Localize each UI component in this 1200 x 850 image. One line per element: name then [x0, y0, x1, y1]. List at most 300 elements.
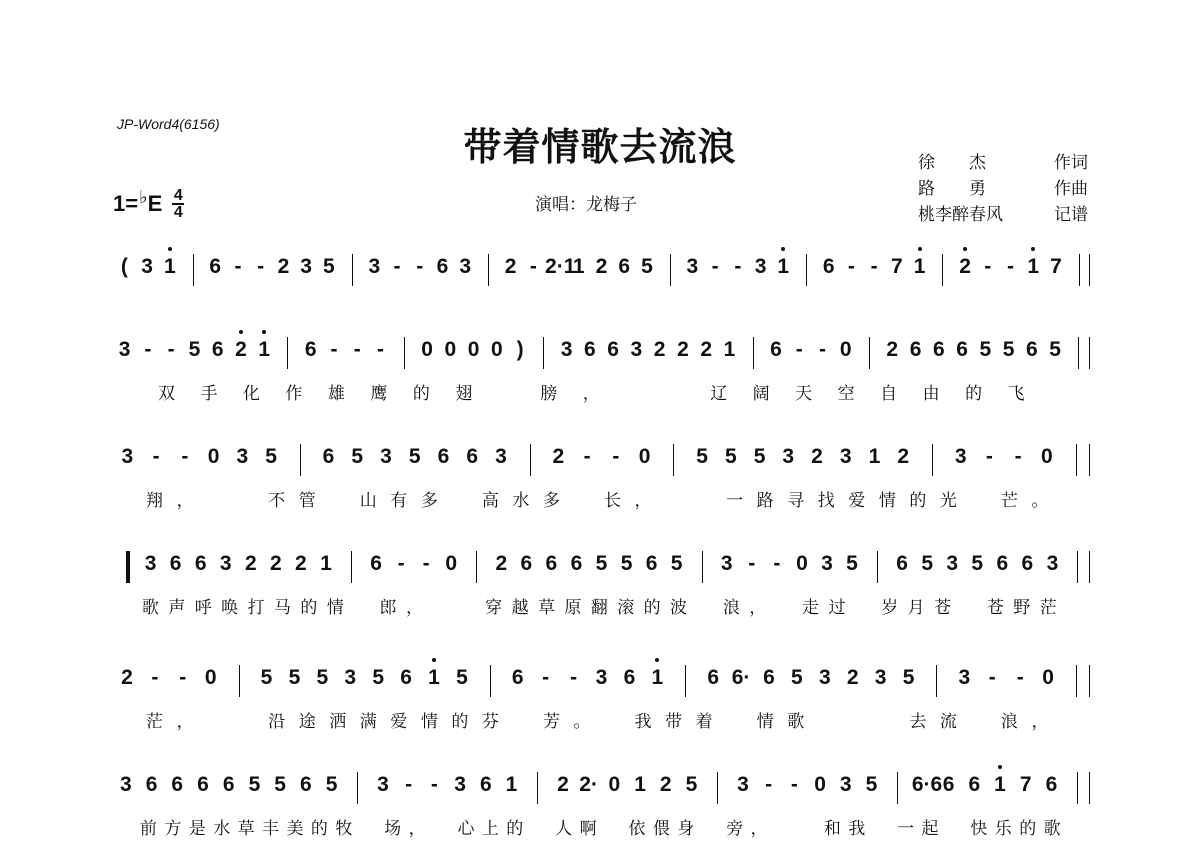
- note: 5: [724, 445, 737, 468]
- lyric-char: 穿: [485, 598, 503, 618]
- lyric-char: 长: [604, 491, 621, 511]
- note: 6: [618, 255, 631, 278]
- lyric-char: 的: [965, 384, 983, 404]
- note: 6: [956, 338, 968, 361]
- barline: [287, 337, 288, 369]
- lyric-char: 洒: [329, 712, 347, 732]
- dash: -: [257, 255, 265, 278]
- barline: [239, 665, 240, 697]
- note: 3: [144, 552, 157, 575]
- note: 6: [171, 773, 184, 796]
- note: 1: [646, 661, 668, 695]
- note: 3: [754, 255, 767, 278]
- lyric-char: 原: [564, 598, 582, 618]
- credit-name: 路 勇: [918, 179, 986, 199]
- note: 2: [653, 338, 666, 361]
- lyric-char: 高: [481, 491, 499, 511]
- note: 6: [645, 552, 658, 575]
- barline: [936, 665, 937, 697]
- lyric-char: 由: [922, 384, 940, 404]
- lyric-char: ，: [634, 491, 652, 511]
- lyric-char: 满: [359, 712, 377, 732]
- lyric-char: 翔: [146, 491, 164, 511]
- dash: -: [353, 338, 361, 361]
- lyric-char: 草: [537, 598, 555, 618]
- note: 2: [954, 250, 976, 284]
- lyrics-glyphs: [113, 593, 1090, 617]
- barline: [670, 254, 671, 286]
- lyrics-line: [113, 296, 1090, 320]
- note: 6: [370, 552, 382, 575]
- note: 2: [886, 338, 899, 361]
- lyric-char: 滚: [617, 598, 635, 618]
- lyric-char: [968, 707, 990, 732]
- note: 6: [996, 552, 1009, 575]
- lyric-char: 月: [907, 598, 925, 618]
- lyric-char: 自: [880, 384, 898, 404]
- credit-lyricist: [918, 150, 1088, 176]
- note: 6: [1045, 773, 1058, 796]
- note: 6: [1021, 552, 1034, 575]
- lyric-char: 寻: [787, 491, 805, 511]
- dash: -: [393, 255, 401, 278]
- lyric-char: [602, 814, 624, 839]
- note: 5: [685, 773, 698, 796]
- note: 3: [839, 773, 852, 796]
- note: 0: [204, 666, 217, 689]
- lyric-char: 方: [164, 819, 182, 839]
- lyric-char: [205, 486, 227, 511]
- barline: [753, 337, 754, 369]
- note: 5: [791, 666, 803, 689]
- barline: [1078, 337, 1079, 369]
- high-octave-dot: [918, 247, 922, 251]
- lyric-char: 情: [420, 712, 438, 732]
- lyric-char: [665, 379, 687, 404]
- note: 2: [897, 445, 910, 468]
- dash: -: [870, 255, 878, 278]
- note: 6: [1026, 338, 1038, 361]
- lyric-char: 偎: [652, 819, 670, 839]
- note: 6·6: [911, 773, 943, 796]
- note: 5: [188, 338, 201, 361]
- lyric-char: 起: [921, 819, 939, 839]
- lyric-char: 马: [273, 598, 291, 618]
- barline: [537, 772, 538, 804]
- lyrics-glyphs: [113, 486, 1090, 510]
- lyric-char: 上: [481, 819, 499, 839]
- note: 2: [595, 255, 608, 278]
- barline: [488, 254, 489, 286]
- lyric-char: ，: [408, 819, 426, 839]
- time-top: 4: [173, 187, 183, 204]
- dash: -: [405, 773, 413, 796]
- note: 5: [248, 773, 261, 796]
- key-signature: [113, 188, 184, 220]
- dash: -: [397, 552, 405, 575]
- note: 3: [121, 445, 134, 468]
- lyric-char: 管: [298, 491, 316, 511]
- lyric-char: 芬: [481, 712, 499, 732]
- note: 2: [277, 255, 290, 278]
- high-octave-dot: [1031, 247, 1035, 251]
- note: 3: [782, 445, 795, 468]
- dash: -: [985, 445, 993, 468]
- credit-role: 记谱: [1054, 205, 1088, 225]
- barline: [404, 337, 405, 369]
- lyric-char: 波: [670, 598, 687, 618]
- lyric-char: [815, 707, 837, 732]
- lyric-char: 啊: [579, 819, 597, 839]
- barline: [932, 444, 933, 476]
- note: 6: [197, 773, 209, 796]
- note: 1: [723, 338, 736, 361]
- barline: [673, 444, 674, 476]
- barline: [1089, 444, 1090, 476]
- lyric-char: [571, 486, 593, 511]
- barline: [942, 254, 943, 286]
- dash: -: [773, 552, 781, 575]
- lyrics-glyphs: [113, 379, 1090, 403]
- note: 3: [821, 552, 833, 575]
- note: 6: [400, 666, 412, 689]
- lyric-char: 苍: [986, 598, 1004, 618]
- lyric-char: 人: [555, 819, 573, 839]
- flat-sign: ♭: [139, 186, 148, 207]
- note: 3: [368, 255, 381, 278]
- lyric-char: [430, 593, 452, 618]
- note: 6: [322, 445, 335, 468]
- high-octave-dot: [262, 330, 266, 334]
- note: 3: [595, 666, 608, 689]
- note: 3: [874, 666, 887, 689]
- credits: [918, 150, 1088, 228]
- note: 5: [323, 255, 335, 278]
- note: 0: [1041, 445, 1053, 468]
- note: 3: [219, 552, 232, 575]
- note: 5: [288, 666, 301, 689]
- credit-name: 桃李醉春风: [918, 205, 1003, 225]
- lyric-char: 的: [412, 384, 430, 404]
- lyric-char: 依: [628, 819, 646, 839]
- note: 6: [770, 338, 782, 361]
- note: 3: [958, 666, 971, 689]
- lyric-char: 的: [300, 598, 318, 618]
- note: 7: [891, 255, 903, 278]
- lyric-char: [852, 593, 874, 618]
- dash: -: [167, 338, 175, 361]
- barline: [476, 551, 477, 583]
- note: 3: [818, 666, 831, 689]
- credit-name: 徐 杰: [918, 153, 986, 173]
- note: 5: [274, 773, 286, 796]
- lyric-char: 水: [213, 819, 231, 839]
- note: 6: [479, 773, 492, 796]
- lyric-char: 有: [390, 491, 408, 511]
- lyric-char: [235, 486, 257, 511]
- note: 6: [520, 552, 533, 575]
- note: 2: [495, 552, 508, 575]
- note: 3: [459, 255, 472, 278]
- note: 5: [902, 666, 915, 689]
- note: 6: [211, 338, 224, 361]
- lyric-char: 草: [237, 819, 255, 839]
- note: 0: [814, 773, 826, 796]
- lyric-char: 的: [451, 712, 469, 732]
- high-octave-dot: [239, 330, 243, 334]
- lyric-char: 过: [828, 598, 846, 618]
- dash: -: [847, 255, 855, 278]
- lyric-char: 唤: [221, 598, 239, 618]
- lyric-char: [510, 707, 532, 732]
- lyric-char: ，: [750, 819, 768, 839]
- dash: -: [330, 338, 338, 361]
- note: 5: [595, 552, 608, 575]
- note: 6: [511, 666, 524, 689]
- lyric-char: 郎: [379, 598, 397, 618]
- note: 5: [979, 338, 992, 361]
- lyric-char: [693, 486, 715, 511]
- dash: -: [570, 666, 578, 689]
- note: 5: [865, 773, 878, 796]
- note: 6: [545, 552, 558, 575]
- note: 0: [796, 552, 808, 575]
- note: 1: [572, 255, 585, 278]
- barline: [1077, 772, 1078, 804]
- note: 5: [921, 552, 933, 575]
- lyric-char: 双: [157, 384, 175, 404]
- note: 3: [495, 445, 507, 468]
- barline: [300, 444, 301, 476]
- lyric-char: 打: [247, 598, 265, 618]
- note: 6: [145, 773, 158, 796]
- lyric-char: 光: [939, 491, 957, 511]
- lyric-char: 一: [897, 819, 915, 839]
- lyric-char: 膀: [540, 384, 558, 404]
- lyric-char: 呼: [194, 598, 212, 618]
- note: 3: [686, 255, 699, 278]
- lyric-char: 手: [200, 384, 218, 404]
- lyric-char: [351, 593, 373, 618]
- note: 5: [408, 445, 421, 468]
- lyric-char: 带: [665, 712, 683, 732]
- repeat-barline: [126, 551, 130, 583]
- note: 5: [260, 666, 273, 689]
- note: 2: [659, 773, 672, 796]
- note: 3: [377, 773, 389, 796]
- note: 5: [971, 552, 984, 575]
- note: 1: [634, 773, 646, 796]
- singer: 演唱：龙梅子: [535, 195, 637, 215]
- note: 0: [839, 338, 852, 361]
- lyric-char: 走: [802, 598, 820, 618]
- barline: [1076, 444, 1077, 476]
- note: 6: [299, 773, 312, 796]
- note: 5: [1049, 338, 1061, 361]
- high-octave-dot: [781, 247, 785, 251]
- note: 5: [846, 552, 858, 575]
- lyric-char: 歌: [787, 712, 805, 732]
- lyrics-glyphs: [113, 707, 1090, 731]
- lyric-char: [699, 814, 721, 839]
- lyric-char: [602, 707, 624, 732]
- lyric-char: 声: [168, 598, 186, 618]
- credit-composer: [918, 176, 1088, 202]
- lyrics-glyphs: [113, 814, 1090, 838]
- note: 1: [423, 661, 445, 695]
- dash: -: [542, 666, 550, 689]
- barline: [543, 337, 544, 369]
- note: 1: [772, 250, 794, 284]
- barline: [877, 551, 878, 583]
- lyric-char: 翻: [590, 598, 608, 618]
- barline: [717, 772, 718, 804]
- lyric-char: ，: [176, 491, 194, 511]
- lyric-char: 多: [420, 491, 438, 511]
- note: 2: [700, 338, 713, 361]
- lyric-char: 山: [359, 491, 377, 511]
- credit-role: 作词: [1054, 153, 1088, 173]
- lyric-char: 多: [542, 491, 560, 511]
- lyric-char: [724, 707, 746, 732]
- note: 3: [1046, 552, 1059, 575]
- note: 0: [1042, 666, 1054, 689]
- dash: -: [984, 255, 992, 278]
- lyric-char: 美: [286, 819, 304, 839]
- note: 3: [344, 666, 357, 689]
- lyric-char: 情: [756, 712, 774, 732]
- lyric-char: ，: [1031, 712, 1049, 732]
- note: 6: [436, 255, 449, 278]
- software-version: JP-Word4(6156): [117, 116, 220, 132]
- barline: [352, 254, 353, 286]
- high-octave-dot: [168, 247, 172, 251]
- note: 1: [253, 333, 275, 367]
- barline: [357, 772, 358, 804]
- note: 1: [989, 768, 1011, 802]
- barline: [351, 551, 352, 583]
- lyric-char: 我: [634, 712, 652, 732]
- barline: [193, 254, 194, 286]
- dash: -: [1014, 445, 1022, 468]
- barline: [1089, 254, 1090, 286]
- dash: -: [151, 666, 159, 689]
- lyric-char: 的: [310, 819, 328, 839]
- note: 0: [608, 773, 621, 796]
- barline: [897, 772, 898, 804]
- note: 1: [159, 250, 181, 284]
- lyric-char: [663, 486, 685, 511]
- lyric-char: [870, 814, 892, 839]
- note: 6: [209, 255, 222, 278]
- time-bottom: 4: [173, 204, 183, 221]
- note: 2: [552, 445, 565, 468]
- note: 6: [169, 552, 182, 575]
- lyric-char: 一: [726, 491, 744, 511]
- note: 5: [1002, 338, 1015, 361]
- note: 0: [467, 338, 480, 361]
- lyric-char: [528, 814, 550, 839]
- note: 5: [620, 552, 633, 575]
- dash: -: [612, 445, 620, 468]
- barline: [490, 665, 491, 697]
- note: 5: [316, 666, 329, 689]
- lyric-char: 丰: [262, 819, 280, 839]
- lyric-char: 乐: [994, 819, 1012, 839]
- lyric-char: 茫: [1039, 598, 1057, 618]
- lyric-char: 旁: [726, 819, 744, 839]
- barline: [530, 444, 531, 476]
- note: 2: [244, 552, 257, 575]
- lyric-char: [235, 707, 257, 732]
- note: 2: [811, 445, 823, 468]
- note: 5: [670, 552, 683, 575]
- lyric-char: 。: [1031, 491, 1049, 511]
- dash: -: [1006, 255, 1014, 278]
- dash: -: [181, 445, 189, 468]
- barline: [1077, 551, 1078, 583]
- note: 2: [295, 552, 307, 575]
- note: 3: [454, 773, 466, 796]
- lyric-char: 阔: [752, 384, 770, 404]
- dash: -: [152, 445, 160, 468]
- note: 6: [623, 666, 636, 689]
- key-prefix: 1=: [113, 191, 139, 216]
- lyric-char: 茫: [146, 712, 164, 732]
- lyric-char: 身: [677, 819, 695, 839]
- lyric-char: 浪: [722, 598, 740, 618]
- lyric-char: 的: [909, 491, 927, 511]
- lyric-char: [876, 707, 898, 732]
- lyric-char: 我: [848, 819, 866, 839]
- dash: -: [765, 773, 773, 796]
- barline: [1089, 337, 1090, 369]
- note: 3: [118, 338, 131, 361]
- dash: -: [734, 255, 742, 278]
- lyric-char: 鹰: [370, 384, 388, 404]
- lyric-char: 辽: [710, 384, 728, 404]
- dash: -: [748, 552, 756, 575]
- dash: -: [790, 773, 798, 796]
- note: 3: [380, 445, 392, 468]
- lyric-char: 野: [1013, 598, 1031, 618]
- note: 3: [300, 255, 312, 278]
- barline: [1089, 551, 1090, 583]
- high-octave-dot: [963, 247, 967, 251]
- lyric-char: [943, 814, 965, 839]
- note: 3: [141, 255, 153, 278]
- lyric-char: 飞: [1007, 384, 1025, 404]
- lyric-char: [456, 593, 478, 618]
- barline: [869, 337, 870, 369]
- lyric-char: ，: [749, 598, 767, 618]
- lyric-char: 岁: [881, 598, 899, 618]
- note: 0: [444, 338, 457, 361]
- note: 0: [490, 338, 503, 361]
- dash: -: [795, 338, 803, 361]
- dash: -: [818, 338, 826, 361]
- note: 3: [720, 552, 733, 575]
- note: 6·: [731, 666, 751, 689]
- lyric-char: 路: [756, 491, 774, 511]
- lyric-char: [327, 486, 349, 511]
- lyric-char: 沿: [268, 712, 286, 732]
- dash: -: [583, 445, 591, 468]
- lyric-char: 找: [817, 491, 835, 511]
- note: ): [516, 338, 524, 361]
- note: 6: [707, 666, 719, 689]
- note: 3: [946, 552, 959, 575]
